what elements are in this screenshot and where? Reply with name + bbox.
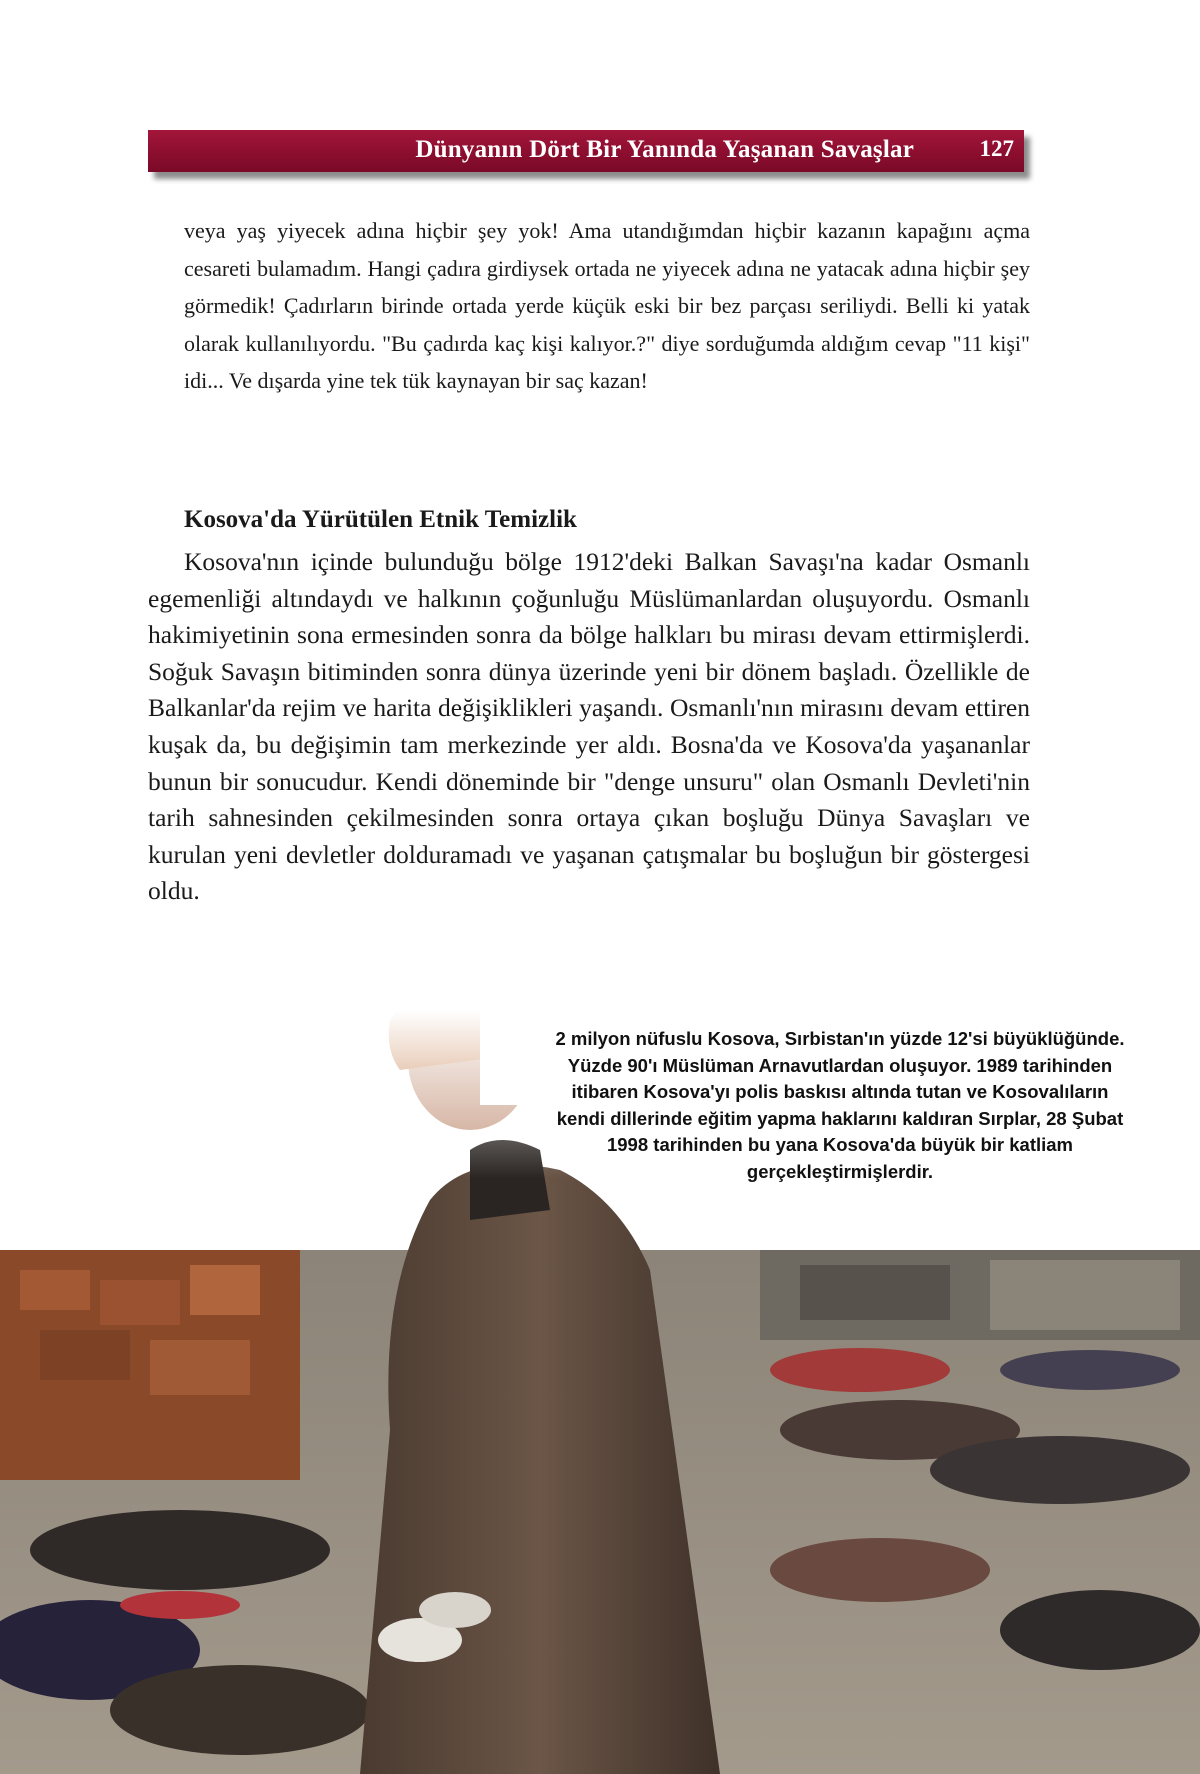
intro-paragraph: veya yaş yiyecek adına hiçbir şey yok! Ama utandığımdan hiçbir kazanın kapağını açma cesareti bulamadım. Hangi çadıra girdiysek ortada ne yiyecek adına ne yatacak adına hiçbir şey görmedik! Çadırların birinde ortada yerde küçük eski bir bez parçası seriliydi. Belli ki yatak olarak kullanılıyordu. "Bu çadırda kaç kişi kalıyor.?" diye sorduğumda aldığım cevap "11 kişi" idi... Ve dışarda yine tek tük kaynayan bir saç kazan! — [184, 218, 1030, 394]
section-heading: Kosova'da Yürütülen Etnik Temizlik — [184, 506, 577, 533]
section-paragraph: Kosova'nın içinde bulunduğu bölge 1912'deki Balkan Savaşı'na kadar Osmanlı egemenliği altındaydı ve halkının çoğunluğu Müslümanlardan oluşuyordu. Osmanlı hakimiyetinin sona ermesinden sonra da bölge halkları bu mirası devam ettirmişlerdi. Soğuk Savaşın bitiminden sonra dünya üzerinde yeni bir dönem başladı. Özellikle de Balkanlar'da rejim ve harita değişiklikleri yaşandı. Osmanlı'nın mirasını devam ettiren kuşak da, bu değişimin tam merkezinde yer aldı. Bosna'da ve Kosova'da yaşananlar bunun bir sonucudur. Kendi döneminde bir "denge unsuru" olan Osmanlı Devleti'nin tarih sahnesinden çekilmesinden sonra ortaya çıkan boşluğu Dünya Savaşları ve kurulan yeni devletler dolduramadı ve yaşanan çatışmalar bu boşluğun bir göstergesi oldu. — [148, 547, 1030, 906]
photo-caption: 2 milyon nüfuslu Kosova, Sırbistan'ın yüzde 12'si büyüklüğünde. Yüzde 90'ı Müslüman Arnavutlardan oluşuyor. 1989 tarihinden itibaren Kosova'yı polis baskısı altında tutan ve Kosovalıların kendi dillerinde eğitim yapma haklarını kaldıran Sırplar, 28 Şubat 1998 tarihinden bu yana Kosova'da büyük bir katliam gerçekleştirmişlerdir. — [555, 1028, 1125, 1182]
running-header — [148, 130, 1024, 172]
page-number: 127 — [979, 136, 1014, 161]
chapter-title: Dünyanın Dört Bir Yanında Yaşanan Savaşlar — [415, 136, 914, 163]
